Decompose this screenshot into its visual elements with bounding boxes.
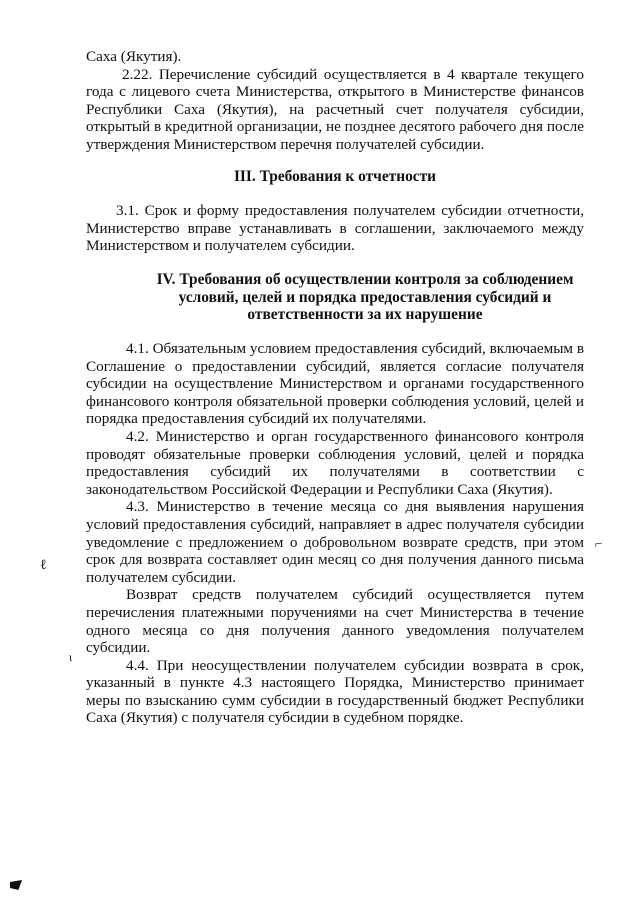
section-4-heading-line-2: условий, целей и порядка предоставления субсидий и: [178, 288, 552, 306]
top-paragraphs: [86, 48, 584, 154]
scan-mark-right: ⌐: [595, 536, 603, 551]
paragraph-4-1: 4.1. Обязательным условием предоставления субсидий, включаемым в Соглашение о предоставлении субсидий, является согласие получателя субсидии на осуществление Министерством и органами государственного финансового контроля обязательной проверки соблюдения условий, целей и порядка предоставления субсидий их получателями.: [86, 340, 584, 428]
section-3-heading: III. Требования к отчетности: [233, 168, 437, 185]
scan-mark-left: ℓ: [40, 558, 47, 573]
section-4-heading-line-3: ответственности за их нарушение: [247, 306, 483, 324]
paragraph-4-3: 4.3. Министерство в течение месяца со дня выявления нарушения условий предоставления субсидий, направляет в адрес получателя субсидии уведомление с предложением о добровольном возврате средств, при этом срок для возврата составляет один месяц со дня получения данного письма получателем субсидии.: [86, 498, 584, 586]
section-4-body: [86, 340, 584, 727]
paragraph-4-4: 4.4. При неосуществлении получателем субсидии возврата в срок, указанный в пункте 4.3 настоящего Порядка, Министерство принимает меры по взысканию сумм субсидии в государственный бюджет Республики Саха (Якутия) с получателя субсидии в судебном порядке.: [86, 656, 584, 727]
paragraph-3-1: 3.1. Срок и форму предоставления получателем субсидии отчетности, Министерство вправе устанавливать в соглашении, заключаемого между Министерством и получателем субсидии.: [86, 202, 584, 255]
paragraph-return: Возврат средств получателем субсидий осуществляется путем перечисления платежными поручениями на счет Министерства в течение одного месяца со дня получения данного уведомления получателем субсидии.: [86, 586, 584, 657]
section-4-heading-line-1: IV. Требования об осуществлении контроля за соблюдением: [156, 271, 574, 288]
section-4-heading: [130, 271, 600, 324]
paragraph-4-2: 4.2. Министерство и орган государственного финансового контроля проводят обязательные проверки соблюдения условий, целей и порядка предоставления субсидий их получателями в соответствии с законодательством Российской Федерации и Республики Саха (Якутия).: [86, 427, 584, 498]
continuation-text: Саха (Якутия).: [86, 48, 182, 65]
scan-mark-left-2: ι: [69, 650, 73, 664]
paragraph-2-22: 2.22. Перечисление субсидий осуществляется в 4 квартале текущего года с лицевого счета Министерства, открытого в Министерстве финансов Республики Саха (Якутия), на расчетный счет получателя субсидии, открытый в кредитной организации, не позднее десятого рабочего дня после утверждения Министерством перечня получателей субсидии.: [86, 65, 584, 153]
section-3-body: [86, 202, 584, 255]
scan-corner-mark: [10, 880, 22, 890]
